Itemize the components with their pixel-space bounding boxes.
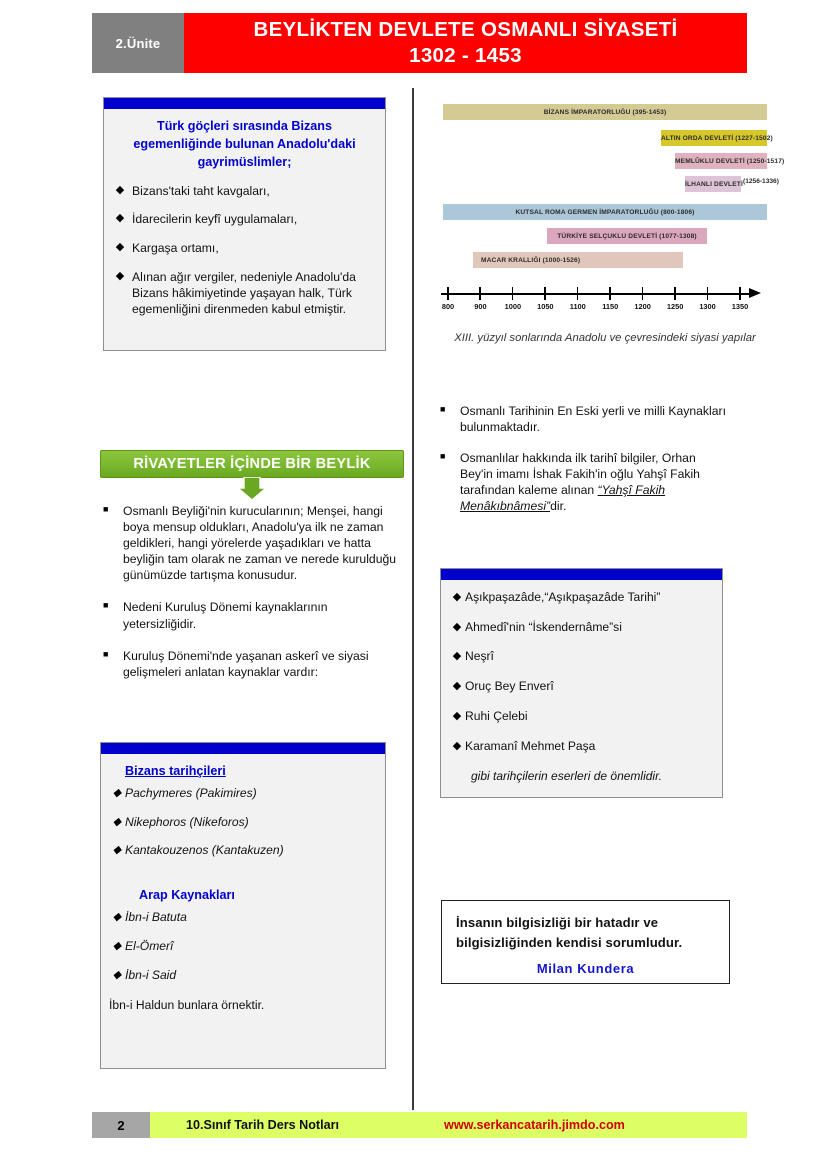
box-gayrimuslimler-list	[104, 172, 385, 318]
list-item	[440, 403, 730, 435]
square-bullet-icon: ■	[103, 648, 109, 659]
arap-kaynaklari-list	[101, 906, 385, 983]
page-footer	[92, 1112, 747, 1138]
list-item-label: Kantakouzenos (Kantakuzen)	[125, 843, 284, 858]
list-item	[449, 649, 714, 665]
list-item-label: İbn-i Said	[125, 967, 177, 982]
axis-tick	[512, 287, 514, 300]
diamond-bullet-icon: ◆	[115, 241, 125, 254]
axis-tick-label: 900	[474, 302, 487, 311]
bullet-text-before: Osmanlılar hakkında ilk tarihî bilgiler, Orhan Bey'in imamı İshak Fakih'in oğlu Yahşî Fakih tarafından kaleme alınan	[460, 451, 700, 498]
list-item-label: Ahmedî'nin “İskendernâme”si	[465, 619, 622, 634]
box-caption-bar	[104, 98, 385, 109]
tarihciler-list	[441, 580, 722, 754]
square-bullet-icon: ■	[103, 600, 109, 611]
list-item-label: Osmanlı Tarihinin En Eski yerli ve milli Kaynakları bulunmaktadır.	[460, 404, 726, 435]
list-item	[112, 211, 377, 227]
list-item-label: Oruç Bey Enverî	[465, 679, 554, 694]
box-gayrimuslimler-title: Türk göçleri sırasında Bizans egemenliğinde bulunan Anadolu'daki gayrimüslimler;	[133, 119, 356, 169]
list-item	[449, 739, 714, 755]
list-item	[112, 240, 377, 256]
list-item-label: Aşıkpaşazâde,“Aşıkpaşazâde Tarihi”	[465, 590, 661, 604]
axis-tick-label: 1150	[602, 302, 619, 311]
list-item-label: Nikephoros (Nikeforos)	[125, 814, 249, 829]
diamond-bullet-icon: ◆	[112, 968, 122, 981]
list-item-label: Osmanlı Beyliği'nin kurucularının; Menşei, hangi boya mensup oldukları, Anadolu'ya ilk ne zaman geldikleri, hangi yörelerde yaşadıkları ve hatta beyliğin tam olarak ne zaman ve nerede kurulduğu günümüzde tartışma konusudur.	[123, 504, 397, 583]
list-item-label: Ruhi Çelebi	[465, 708, 528, 723]
diamond-bullet-icon: ◆	[112, 815, 122, 828]
kaynaklar-footnote: İbn-i Haldun bunlara örnektir.	[109, 998, 265, 1013]
page-title-line2: 1302 - 1453	[409, 43, 522, 67]
list-item-label: İdarecilerin keyfî uygulamaları,	[132, 212, 298, 227]
axis-tick-label: 1250	[666, 302, 684, 311]
page-title	[184, 13, 747, 73]
axis-tick-label: 1300	[699, 302, 716, 311]
list-item	[109, 939, 377, 955]
chart-caption: XIII. yüzyıl sonlarında Anadolu ve çevresindeki siyasi yapılar	[454, 332, 756, 344]
list-item	[449, 590, 714, 606]
axis-tick-label: 1050	[537, 302, 554, 311]
list-item-label: Kuruluş Dönemi'nde yaşanan askerî ve siyasi gelişmeleri anlatan kaynaklar vardır:	[123, 648, 369, 679]
axis-tick-label: 1350	[731, 302, 749, 311]
page-number: 2	[92, 1112, 150, 1138]
timeline-bar-label: BİZANS İMPARATORLUĞU (395-1453)	[543, 108, 667, 116]
timeline-bar	[675, 153, 785, 169]
axis-tick	[479, 287, 481, 300]
timeline-bar	[473, 252, 683, 268]
axis-tick	[642, 287, 644, 300]
list-item	[112, 183, 377, 199]
diamond-bullet-icon: ◆	[452, 650, 462, 663]
list-item	[449, 679, 714, 695]
diamond-bullet-icon: ◆	[115, 269, 125, 282]
list-item-label	[460, 450, 730, 514]
bullet-text-emphasis: “Yahşî Fakih Menâkıbnâmesi”	[460, 483, 666, 514]
box-tarihciler	[440, 568, 723, 798]
column-divider	[412, 88, 414, 1110]
axis-tick-label: 1200	[634, 302, 651, 311]
diamond-bullet-icon: ◆	[452, 591, 462, 603]
arap-kaynaklari-heading: Arap Kaynakları	[139, 888, 235, 903]
diamond-bullet-icon: ◆	[452, 739, 462, 752]
box-kaynaklar	[100, 742, 386, 1069]
timeline-bar-range-label: (1256-1336)	[743, 178, 779, 185]
list-item-label: Alınan ağır vergiler, nedeniyle Anadolu'da Bizans hâkimiyetinde yaşayan halk, Türk egemenliğini direnmeden kabul etmiştir.	[132, 269, 356, 317]
square-bullet-icon: ■	[440, 451, 446, 462]
footer-bar	[150, 1112, 747, 1138]
quote-line-2: bilgisizliğinden kendisi sorumludur.	[456, 934, 683, 950]
rivayetler-banner-label: RİVAYETLER İÇİNDE BİR BEYLİK	[133, 456, 371, 472]
axis-tick	[609, 287, 611, 300]
diamond-bullet-icon: ◆	[452, 680, 462, 693]
bullet-text-after: dir.	[550, 499, 567, 514]
page-title-line1: BEYLİKTEN DEVLETE OSMANLI SİYASETİ	[253, 18, 678, 42]
axis-tick	[544, 287, 546, 300]
bizans-tarihcileri-heading: Bizans tarihçileri	[125, 764, 226, 778]
box-caption-bar	[441, 569, 722, 580]
timeline-bar-label: ALTIN ORDA DEVLETİ (1227-1502)	[661, 134, 773, 142]
list-item	[109, 815, 377, 831]
rivayetler-banner[interactable]	[100, 450, 404, 478]
timeline-bar-label: MACAR KRALLIĞI (1000-1526)	[481, 256, 581, 264]
axis-tick	[707, 287, 709, 300]
diamond-bullet-icon: ◆	[115, 212, 125, 225]
list-item	[112, 269, 377, 318]
timeline-bar	[443, 204, 767, 220]
box-caption-bar	[101, 743, 385, 754]
list-item-label: Kargaşa ortamı,	[132, 241, 219, 256]
timeline-bar-label: KUTSAL ROMA GERMEN İMPARATORLUĞU (800-1806)	[515, 208, 695, 216]
timeline-bar-label: İLHANLI DEVLETİ	[685, 180, 743, 188]
list-item	[109, 786, 377, 802]
diamond-bullet-icon: ◆	[112, 844, 122, 857]
axis-tick-label: 1100	[569, 302, 586, 311]
diamond-bullet-icon: ◆	[112, 939, 122, 952]
quote-author: Milan Kundera	[536, 961, 635, 977]
list-item-label: Neşrî	[465, 649, 494, 664]
unit-badge: 2.Ünite	[92, 13, 184, 73]
box-quote	[441, 900, 730, 984]
square-bullet-icon: ■	[440, 404, 446, 414]
left-bullet-list	[103, 503, 398, 696]
list-item	[449, 709, 714, 725]
down-arrow-icon	[236, 477, 268, 501]
axis-line	[441, 293, 751, 295]
list-item	[440, 450, 730, 514]
list-item	[109, 910, 377, 926]
axis-tick-label: 800	[441, 302, 455, 311]
axis-tick-label: 1000	[504, 302, 522, 311]
right-bullet-list	[440, 403, 730, 530]
list-item	[103, 648, 398, 680]
list-item	[109, 968, 377, 984]
bizans-tarihcileri-list	[101, 782, 385, 859]
list-item-label: Pachymeres (Pakimires)	[125, 786, 257, 800]
diamond-bullet-icon: ◆	[115, 183, 125, 196]
tarihciler-footnote: gibi tarihçilerin eserleri de önemlidir.	[471, 769, 662, 784]
timeline-bar-label: TÜRKİYE SELÇUKLU DEVLETİ (1077-1308)	[557, 232, 697, 240]
timeline-bar-label: MEMLÛKLU DEVLETİ (1250-1517)	[675, 157, 785, 165]
axis-arrow-icon	[749, 288, 761, 298]
list-item-label: Nedeni Kuruluş Dönemi kaynaklarının yetersizliğidir.	[123, 600, 328, 631]
timeline-bar	[661, 130, 773, 146]
timeline-chart	[437, 100, 785, 320]
footer-url[interactable]: www.serkancatarih.jimdo.com	[444, 1118, 625, 1132]
list-item	[109, 843, 377, 859]
axis-tick	[577, 287, 579, 300]
quote-line-1: İnsanın bilgisizliği bir hatadır ve	[456, 915, 659, 930]
list-item-label: El-Ömerî	[125, 938, 174, 953]
list-item	[449, 620, 714, 636]
list-item-label: Bizans'taki taht kavgaları,	[132, 183, 270, 198]
list-item-label: Karamanî Mehmet Paşa	[465, 738, 596, 753]
page-header	[92, 13, 747, 73]
list-item	[103, 599, 398, 631]
axis-tick	[739, 287, 741, 300]
timeline-bar	[443, 104, 767, 120]
list-item	[103, 503, 398, 583]
diamond-bullet-icon: ◆	[112, 911, 122, 924]
timeline-bar	[685, 176, 741, 192]
timeline-bar	[547, 228, 707, 244]
list-item-label: İbn-i Batuta	[125, 910, 187, 925]
square-bullet-icon: ■	[103, 504, 109, 514]
diamond-bullet-icon: ◆	[452, 709, 462, 722]
timeline-axis	[441, 285, 767, 317]
diamond-bullet-icon: ◆	[112, 787, 122, 799]
axis-tick	[674, 287, 676, 300]
axis-tick	[447, 287, 449, 300]
box-gayrimuslimler	[103, 97, 386, 351]
diamond-bullet-icon: ◆	[452, 620, 462, 633]
footer-note: 10.Sınıf Tarih Ders Notları	[186, 1118, 340, 1132]
